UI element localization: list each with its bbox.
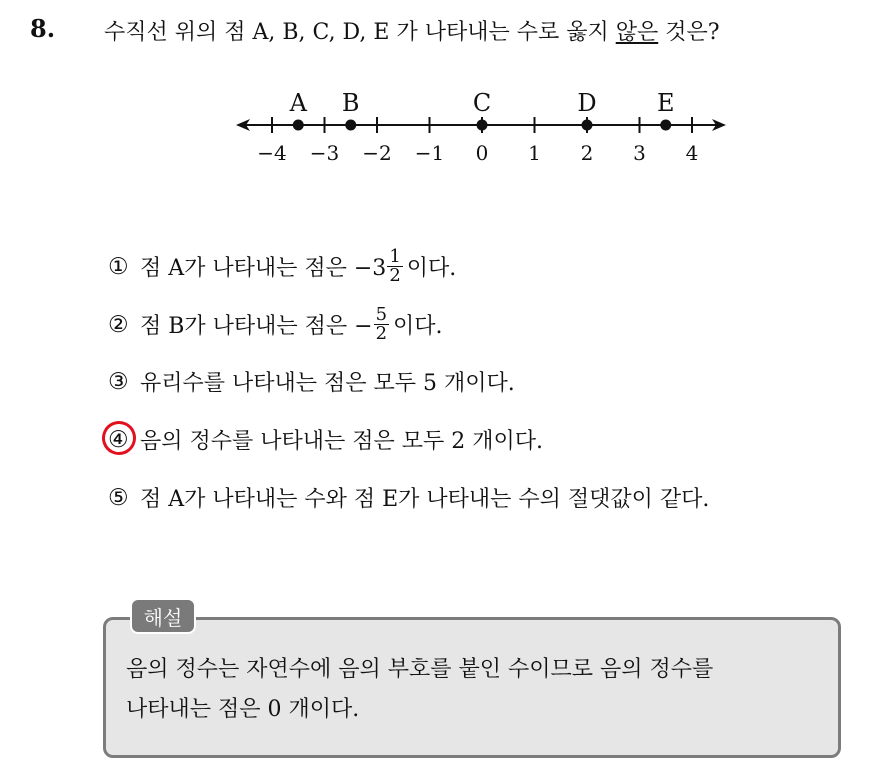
choice-2-frac-den: 2: [375, 323, 388, 344]
choice-2[interactable]: [108, 306, 443, 343]
choice-1-text-pre: 점 A가 나타내는 점은 −3: [140, 256, 387, 281]
choice-3-text: 유리수를 나타내는 점은 모두 5 개이다.: [140, 371, 515, 396]
solution-line-2: 나타내는 점은 0 개이다.: [126, 697, 360, 722]
choice-1[interactable]: [108, 248, 456, 285]
point-label-b: B: [341, 89, 360, 117]
choice-2-frac-num: 5: [375, 304, 388, 325]
question-text: [104, 15, 720, 46]
answer-circle-mark: [97, 416, 141, 460]
tick-label: 3: [633, 141, 646, 165]
point-label-d: D: [577, 89, 597, 117]
tick-label: 2: [580, 141, 594, 165]
choice-1-frac-den: 2: [389, 265, 401, 286]
tick-label: −4: [257, 141, 287, 165]
question-text-underlined: 않은: [615, 20, 659, 45]
choice-2-mark: ②: [108, 311, 129, 338]
point-label-c: C: [472, 89, 492, 117]
number-line: [232, 82, 732, 172]
tick-label: 1: [528, 141, 541, 165]
choice-1-mark: ①: [108, 253, 129, 280]
point-a: [293, 120, 304, 131]
choice-5-mark: ⑤: [108, 484, 129, 511]
choice-1-frac-num: 1: [389, 246, 401, 267]
choice-1-fraction: [387, 248, 402, 285]
choice-2-fraction: [374, 306, 389, 343]
choice-2-text-post: 이다.: [393, 314, 443, 339]
choice-2-text-pre: 점 B가 나타내는 점은 −: [140, 314, 373, 339]
choice-3-mark: ③: [108, 368, 129, 395]
choice-4[interactable]: [108, 424, 543, 455]
choice-4-mark: [108, 427, 140, 453]
point-c: [477, 120, 488, 131]
tick-label: 0: [475, 141, 489, 165]
point-b: [345, 120, 356, 131]
choice-1-text-post: 이다.: [406, 256, 457, 281]
point-label-e: E: [656, 89, 675, 117]
tick-label: −1: [414, 141, 445, 165]
question-text-before: 수직선 위의 점 A, B, C, D, E 가 나타내는 수로 옳지: [104, 20, 616, 45]
point-e: [660, 120, 671, 131]
question-text-after: 것은?: [658, 20, 720, 45]
solution-text: [126, 650, 831, 730]
point-label-a: A: [289, 89, 307, 117]
tick-label: −3: [309, 141, 340, 165]
point-d: [582, 120, 593, 131]
choice-4-text: 음의 정수를 나타내는 점은 모두 2 개이다.: [140, 429, 543, 454]
solution-line-1: 음의 정수는 자연수에 음의 부호를 붙인 수이므로 음의 정수를: [126, 657, 714, 682]
choice-5[interactable]: [108, 482, 709, 513]
choice-4-mark-glyph: ④: [108, 426, 129, 453]
solution-tag: 해설: [130, 598, 196, 634]
choice-5-text: 점 A가 나타내는 수와 점 E가 나타내는 수의 절댓값이 같다.: [140, 487, 710, 512]
choice-3[interactable]: [108, 366, 515, 397]
tick-label: −2: [362, 141, 392, 165]
question-number: 8.: [30, 14, 56, 43]
tick-label: 4: [685, 141, 699, 165]
